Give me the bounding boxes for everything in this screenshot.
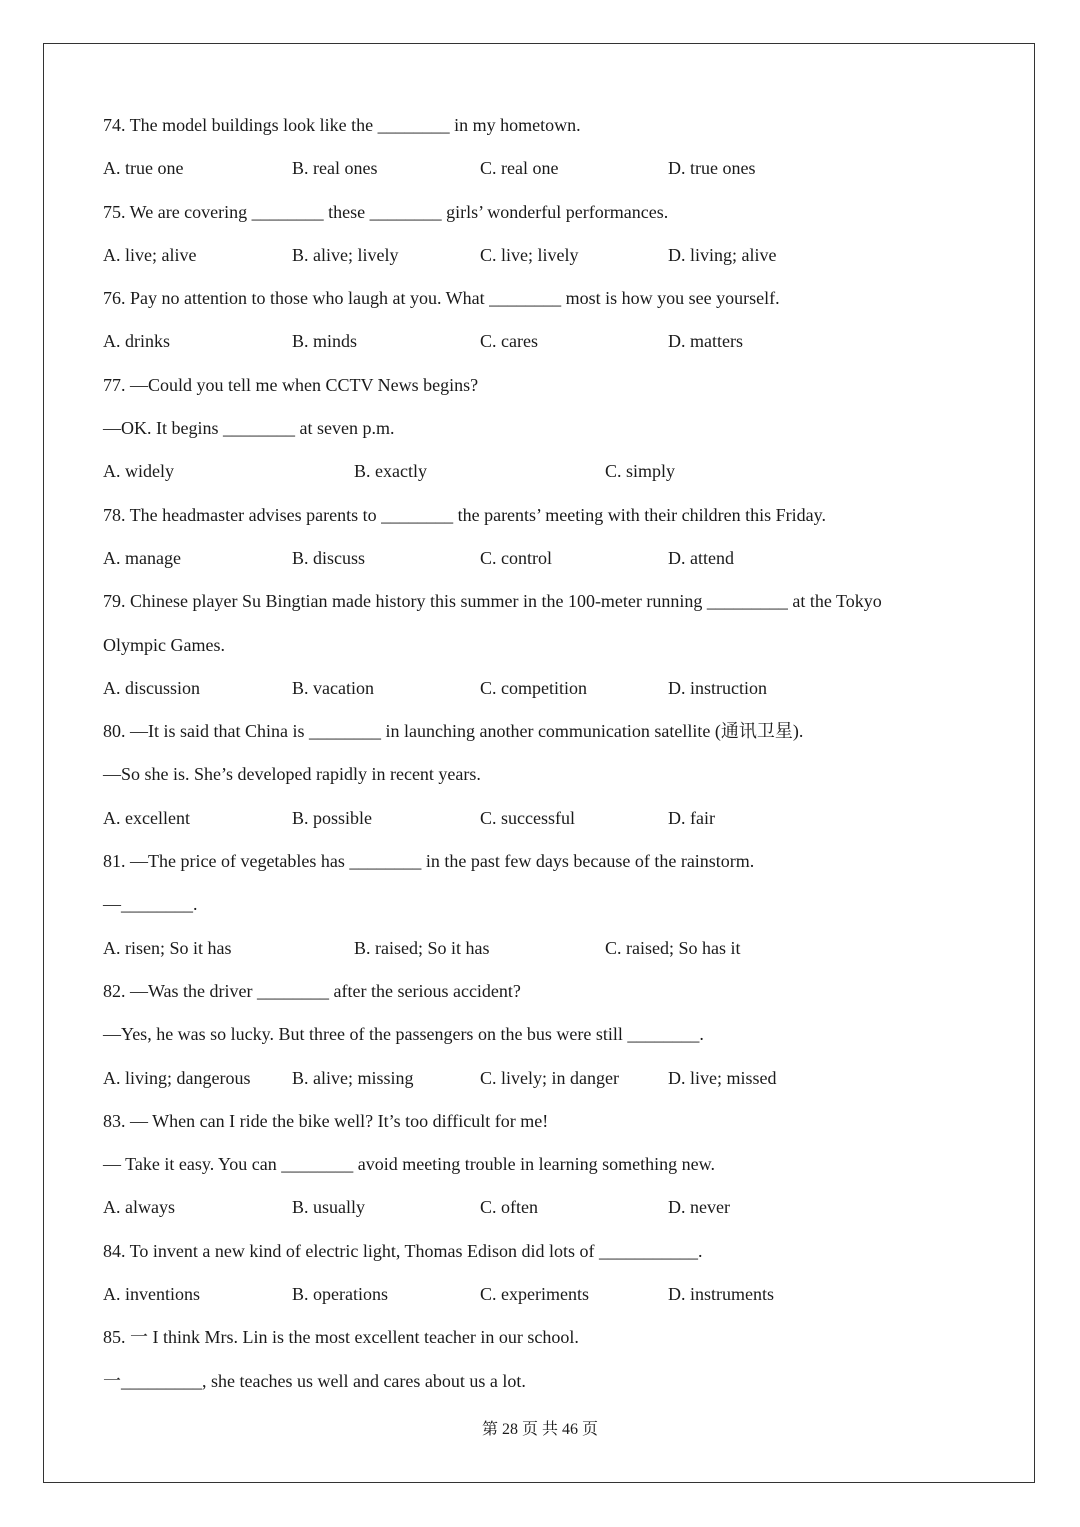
option-a: A. widely	[103, 461, 174, 482]
question-81-options	[103, 927, 963, 970]
option-c: C. control	[480, 547, 552, 568]
option-d: D. matters	[668, 331, 743, 352]
option-c: C. raised; So has it	[605, 937, 741, 958]
option-a: A. manage	[103, 547, 181, 568]
option-c: C. simply	[605, 461, 676, 482]
question-82-options	[103, 1057, 963, 1100]
option-c: C. lively; in danger	[480, 1067, 619, 1088]
option-a: A. always	[103, 1197, 175, 1218]
option-c: C. successful	[480, 807, 575, 828]
question-76-options	[103, 320, 963, 363]
option-b: B. exactly	[354, 461, 427, 482]
option-c: C. real one	[480, 158, 559, 179]
question-75-text: 75. We are covering ________ these ________ girls’ wonderful performances.	[103, 201, 669, 222]
option-a: A. risen; So it has	[103, 937, 232, 958]
option-c: C. live; lively	[480, 244, 579, 265]
question-74-options	[103, 147, 963, 190]
question-85-reply: 一_________, she teaches us well and cares about us a lot.	[103, 1370, 526, 1391]
question-83-text: 83. — When can I ride the bike well? It’s too difficult for me!	[103, 1110, 549, 1131]
option-a: A. true one	[103, 158, 184, 179]
question-80-options	[103, 797, 963, 840]
option-a: A. discussion	[103, 677, 201, 698]
option-b: B. alive; lively	[292, 244, 399, 265]
question-84-text: 84. To invent a new kind of electric light, Thomas Edison did lots of ___________.	[103, 1240, 703, 1261]
option-b: B. vacation	[292, 677, 374, 698]
option-d: D. instruments	[668, 1284, 774, 1305]
option-b: B. discuss	[292, 547, 366, 568]
option-a: A. drinks	[103, 331, 170, 352]
option-a: A. live; alive	[103, 244, 197, 265]
option-b: B. real ones	[292, 158, 378, 179]
question-list	[103, 104, 963, 1403]
option-d: D. living; alive	[668, 244, 777, 265]
option-a: A. inventions	[103, 1284, 200, 1305]
question-82-reply: —Yes, he was so lucky. But three of the passengers on the bus were still ________.	[103, 1024, 704, 1045]
question-77-options	[103, 450, 963, 493]
option-d: D. attend	[668, 547, 734, 568]
page-number: 第 28 页 共 46 页	[481, 1421, 598, 1438]
option-b: B. alive; missing	[292, 1067, 414, 1088]
question-84-options	[103, 1273, 963, 1316]
option-c: C. cares	[480, 331, 538, 352]
option-c: C. experiments	[480, 1284, 589, 1305]
question-85-text: 85. 一 I think Mrs. Lin is the most excellent teacher in our school.	[103, 1327, 579, 1348]
question-77-text: 77. —Could you tell me when CCTV News begins?	[103, 374, 479, 395]
option-d: D. fair	[668, 807, 715, 828]
option-d: D. instruction	[668, 677, 767, 698]
option-d: D. live; missed	[668, 1067, 777, 1088]
option-d: D. never	[668, 1197, 730, 1218]
option-b: B. possible	[292, 807, 373, 828]
question-79-options	[103, 667, 963, 710]
question-78-options	[103, 537, 963, 580]
option-b: B. usually	[292, 1197, 366, 1218]
question-81-text: 81. —The price of vegetables has ________ in the past few days because of the rainstorm.	[103, 851, 755, 872]
question-80-text: 80. —It is said that China is ________ in launching another communication satellite (通讯卫星).	[103, 721, 804, 742]
question-74-text: 74. The model buildings look like the ________ in my hometown.	[103, 115, 581, 135]
question-78-text: 78. The headmaster advises parents to ________ the parents’ meeting with their children this Friday.	[103, 504, 826, 525]
option-d: D. true ones	[668, 158, 756, 179]
option-a: A. living; dangerous	[103, 1067, 251, 1088]
question-82-text: 82. —Was the driver ________ after the serious accident?	[103, 980, 521, 1001]
question-75-options	[103, 234, 963, 277]
question-83-reply: — Take it easy. You can ________ avoid meeting trouble in learning something new.	[103, 1154, 715, 1175]
question-79-text: 79. Chinese player Su Bingtian made history this summer in the 100-meter running _________ at the Tokyo	[103, 591, 882, 612]
question-77-reply: —OK. It begins ________ at seven p.m.	[103, 418, 395, 439]
option-c: C. often	[480, 1197, 538, 1218]
option-a: A. excellent	[103, 807, 190, 828]
question-79-text-cont: Olympic Games.	[103, 634, 225, 655]
question-83-options	[103, 1186, 963, 1229]
option-c: C. competition	[480, 677, 587, 698]
option-b: B. operations	[292, 1284, 388, 1305]
option-b: B. minds	[292, 331, 358, 352]
question-81-reply: —________.	[103, 894, 198, 915]
question-76-text: 76. Pay no attention to those who laugh at you. What ________ most is how you see yourself.	[103, 288, 780, 309]
question-80-reply: —So she is. She’s developed rapidly in recent years.	[103, 764, 481, 785]
option-b: B. raised; So it has	[354, 937, 490, 958]
